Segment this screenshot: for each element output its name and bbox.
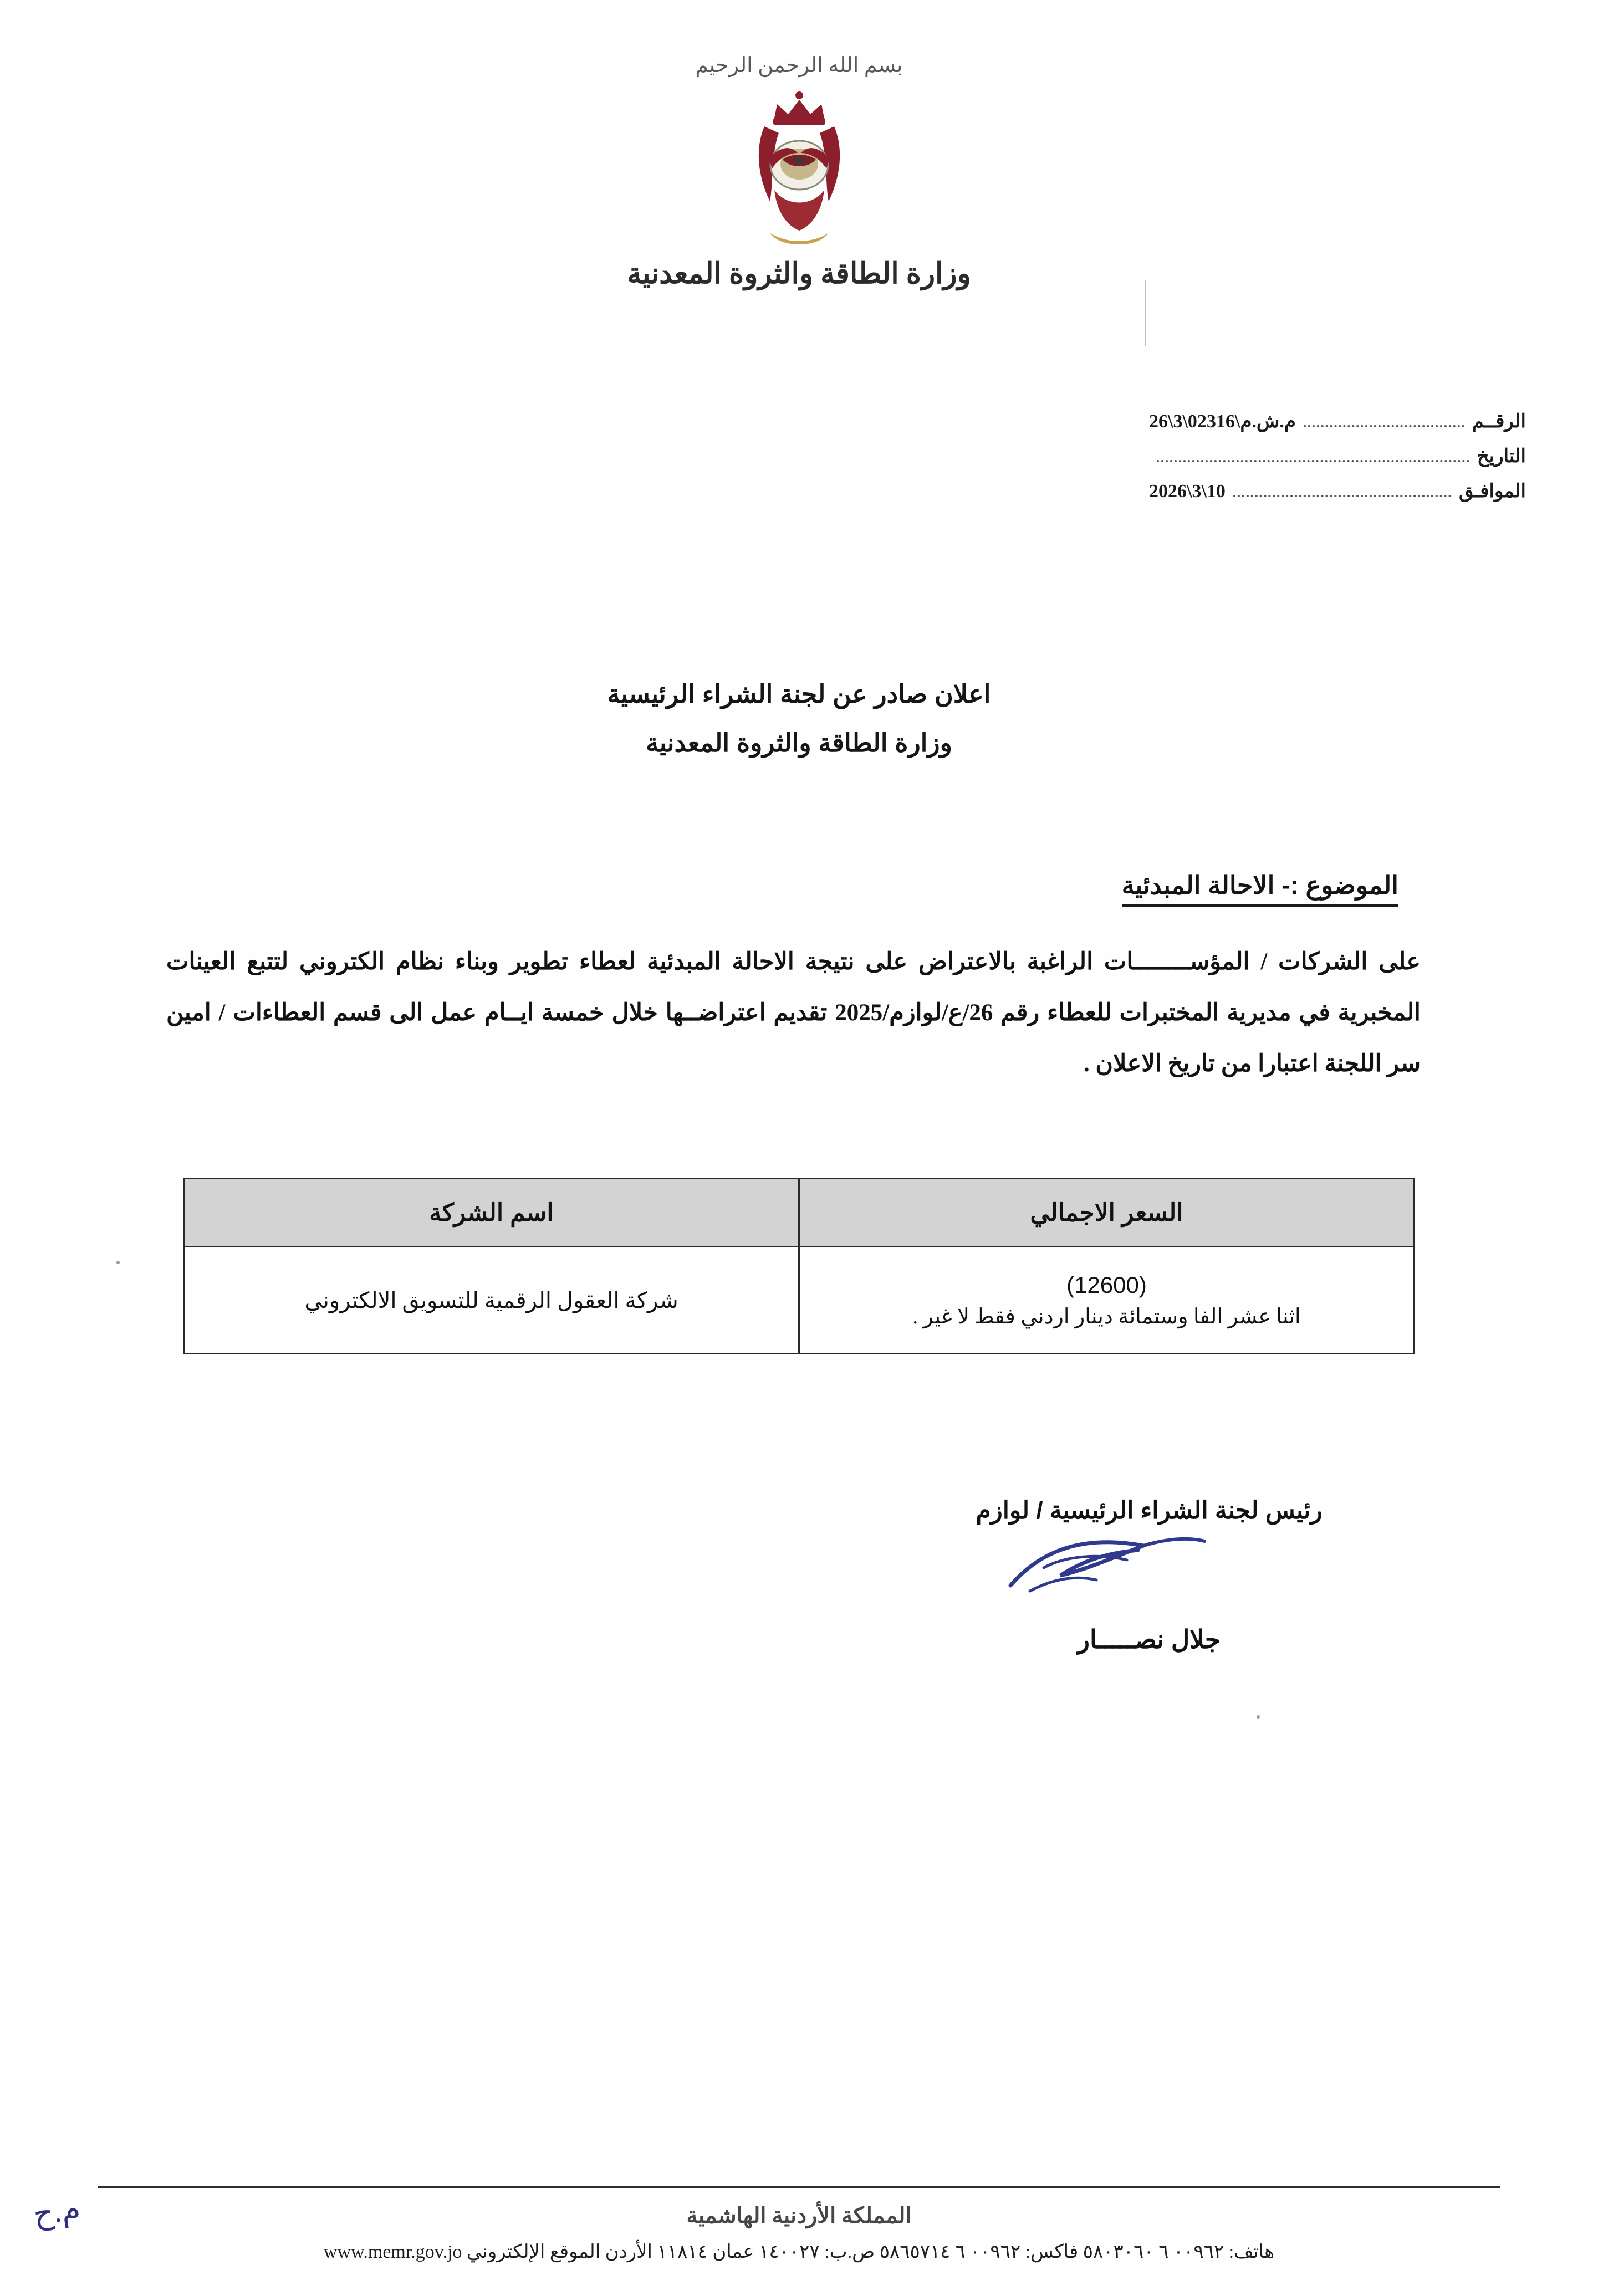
reference-gregorian-row: [1149, 480, 1526, 503]
subject-heading: الموضوع :- الاحالة المبدئية: [1122, 870, 1398, 907]
ministry-name: وزارة الطاقة والثروة المعدنية: [627, 258, 971, 290]
column-header-company: اسم الشركة: [184, 1179, 799, 1247]
dotted-leader: [1233, 494, 1451, 497]
reference-number-row: [1149, 410, 1526, 433]
jordan-hashemite-crown-crest-icon: [736, 88, 863, 254]
scan-artifact-line: [1145, 280, 1146, 346]
basmala-text: بسم الله الرحمن الرحيم: [695, 54, 903, 77]
reference-gregorian-value: 2026\3\10: [1149, 481, 1226, 502]
announcement-titles: [0, 679, 1598, 776]
price-in-words: اثنا عشر الفا وستمائة دينار اردني فقط لا غير .: [912, 1305, 1301, 1328]
footer-website[interactable]: www.memr.gov.jo: [323, 2242, 462, 2262]
document-header: [0, 0, 1598, 290]
reference-date-row: [1149, 445, 1526, 468]
table-row: [184, 1247, 1415, 1354]
announcement-title-line-2: وزارة الطاقة والثروة المعدنية: [646, 728, 952, 757]
price-number: (12600): [1066, 1271, 1147, 1298]
document-footer: [0, 2186, 1598, 2263]
reference-date-label: التاريخ: [1477, 446, 1526, 467]
scan-dot-artifact: [1257, 1715, 1260, 1719]
reference-block: [1149, 410, 1526, 515]
reference-gregorian-label: الموافـق: [1458, 481, 1526, 502]
results-table-wrapper: [183, 1178, 1415, 1354]
footer-divider: [98, 2186, 1500, 2188]
footer-contact-line: [0, 2241, 1598, 2263]
handwritten-corner-mark: م.ح: [31, 2191, 83, 2232]
signatory-title: رئيس لجنة الشراء الرئيسية / لوازم: [976, 1497, 1323, 1524]
signatory-name: جلال نصـــــار: [1077, 1625, 1221, 1654]
dotted-leader: [1157, 459, 1469, 462]
column-header-total-price: السعر الاجمالي: [799, 1179, 1415, 1247]
table-header-row: [184, 1179, 1415, 1247]
reference-number-value: م.ش.م\02316\3\26: [1149, 411, 1296, 432]
signature-block: [900, 1496, 1398, 1654]
signature-scribble-icon: [900, 1530, 1398, 1624]
kingdom-name: المملكة الأردنية الهاشمية: [686, 2203, 912, 2228]
reference-number-label: الرقــم: [1472, 411, 1526, 432]
announcement-title-line-1: اعلان صادر عن لجنة الشراء الرئيسية: [607, 679, 991, 708]
dotted-leader: [1304, 425, 1464, 427]
cell-company-name: شركة العقول الرقمية للتسويق الالكتروني: [184, 1247, 799, 1354]
body-paragraph: على الشركات / المؤســــــــات الراغبة بالاعتراض على نتيجة الاحالة المبدئية لعطاء تطوير وبناء نظام الكتروني لتتبع العينات المخبرية في مديرية المختبرات للعطاء رقم 26/ع/لوازم/2025 تقديم اعتراضــها خلال خمسة ايــام عمل الى قسم العطاءات / امين سر اللجنة اعتبارا من تاريخ الاعلان .: [166, 949, 1421, 1077]
scan-dot-artifact: [116, 1261, 120, 1264]
footer-contact-text: هاتف: ٠٠٩٦٢ ٦ ٥٨٠٣٠٦٠ فاكس: ٠٠٩٦٢ ٦ ٥٨٦٥٧١٤ ص.ب: ١٤٠٠٢٧ عمان ١١٨١٤ الأردن الموقع الإلكتروني: [467, 2242, 1275, 2262]
results-table: [183, 1178, 1415, 1354]
cell-total-price: [799, 1247, 1415, 1354]
